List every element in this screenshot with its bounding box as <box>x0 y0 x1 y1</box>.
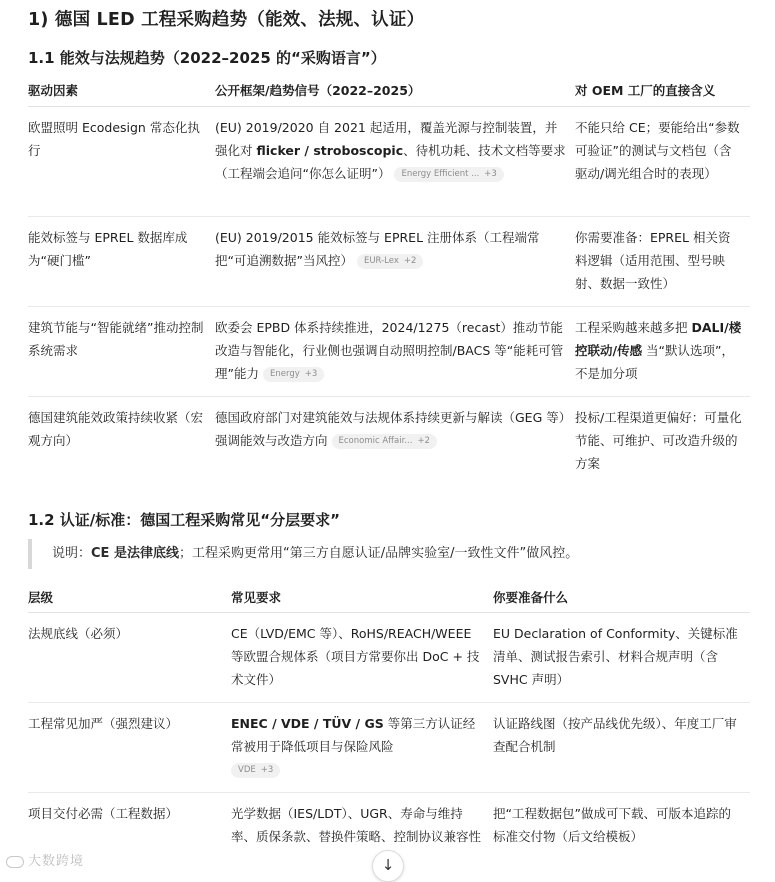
table-row <box>28 612 750 702</box>
source-chip[interactable]: EUR-Lex +2 <box>357 254 423 269</box>
table-row <box>28 702 750 792</box>
column-header: 驱动因素 <box>28 76 215 106</box>
prepare-cell: 把“工程数据包”做成可下载、可版本追踪的标准交付物（后文给模板） <box>493 805 731 844</box>
note-callout: 说明：CE 是法律底线；工程采购更常用“第三方自愿认证/品牌实验室/一致性文件”做风控。 <box>28 539 748 569</box>
prepare-cell: EU Declaration of Conformity、关键标准清单、测试报告索引、材料合规声明（含 SVHC 声明） <box>493 612 750 702</box>
implication-cell: 不能只给 CE；要能给出“参数可验证”的测试与文档包（含驱动/调光组合时的表现） <box>575 106 750 216</box>
table-row <box>28 306 750 396</box>
signal-cell: 欧委会 EPBD 体系持续推进，2024/1275（recast）推动节能改造与智能化，行业侧也强调自动照明控制/BACS 等“能耗可管理”能力 Energy +3 <box>215 306 575 396</box>
source-chip[interactable]: Energy +3 <box>263 367 324 382</box>
column-header: 公开框架/趋势信号（2022–2025） <box>215 76 575 106</box>
page-title: 1) 德国 LED 工程采购趋势（能效、法规、认证） <box>28 10 425 30</box>
level-cell: 项目交付必需（工程数据） <box>28 805 179 821</box>
requirement-cell: ENEC / VDE / TÜV / GS 等第三方认证经常被用于降低项目与保险风险 VDE +3 <box>231 702 493 792</box>
signal-cell: (EU) 2019/2015 能效标签与 EPREL 注册体系（工程端常把“可追溯数据”当风控） EUR-Lex +2 <box>215 216 575 306</box>
implication-cell: 投标/工程渠道更偏好：可量化节能、可维护、可改造升级的方案 <box>575 409 742 471</box>
driver-cell: 建筑节能与“智能就绪”推动控制系统需求 <box>28 306 215 396</box>
signal-cell: (EU) 2019/2020 自 2021 起适用，覆盖光源与控制装置，并强化对 flicker / stroboscopic、待机功耗、技术文档等要求（工程端会追问“你怎么证明”） Energy Efficient ... +3 <box>215 106 575 216</box>
requirement-cell: CE（LVD/EMC 等）、RoHS/REACH/WEEE 等欧盟合规体系（项目方常要你出 DoC + 技术文件） <box>231 612 493 702</box>
scroll-down-button[interactable] <box>372 850 404 882</box>
column-header: 常见要求 <box>231 584 493 612</box>
driver-cell: 德国建筑能效政策持续收紧（宏观方向） <box>28 409 204 448</box>
signal-cell: 德国政府部门对建筑能效与法规体系持续更新与解读（GEG 等）强调能效与改造方向 Economic Affair... +2 <box>215 409 565 448</box>
requirement-cell: 光学数据（IES/LDT）、UGR、寿命与维持率、质保条款、替换件策略、控制协议兼容性 <box>231 805 482 844</box>
implication-cell: 你需要准备：EPREL 相关资料逻辑（适用范围、型号映射、数据一致性） <box>575 216 750 306</box>
driver-cell: 欧盟照明 Ecodesign 常态化执行 <box>28 106 215 216</box>
table-row <box>28 396 750 486</box>
table-row <box>28 216 750 306</box>
watermark-logo-icon <box>6 856 24 868</box>
driver-cell: 能效标签与 EPREL 数据库成为“硬门槛” <box>28 216 215 306</box>
trends-table <box>28 76 750 486</box>
table-header-row <box>28 76 750 106</box>
prepare-cell: 认证路线图（按产品线优先级）、年度工厂审查配合机制 <box>493 702 750 792</box>
column-header: 你要准备什么 <box>493 584 750 612</box>
table-header-row <box>28 584 750 612</box>
table-row <box>28 106 750 216</box>
level-cell: 法规底线（必须） <box>28 612 231 702</box>
implication-cell: 工程采购越来越多把 DALI/楼控联动/传感 当“默认选项”，不是加分项 <box>575 306 750 396</box>
level-cell: 工程常见加严（强烈建议） <box>28 702 231 792</box>
watermark: 大数跨境 <box>6 850 84 869</box>
source-chip[interactable]: Energy Efficient ... +3 <box>394 167 503 182</box>
source-chip[interactable]: VDE +3 <box>231 763 280 778</box>
arrow-down-icon: ↓ <box>381 856 395 874</box>
column-header: 对 OEM 工厂的直接含义 <box>575 76 750 106</box>
section-1-title: 1.1 能效与法规趋势（2022–2025 的“采购语言”） <box>28 49 386 67</box>
column-header: 层级 <box>28 584 231 612</box>
source-chip[interactable]: Economic Affair... +2 <box>332 434 437 449</box>
section-2-title: 1.2 认证/标准：德国工程采购常见“分层要求” <box>28 511 340 529</box>
certification-table <box>28 584 750 878</box>
